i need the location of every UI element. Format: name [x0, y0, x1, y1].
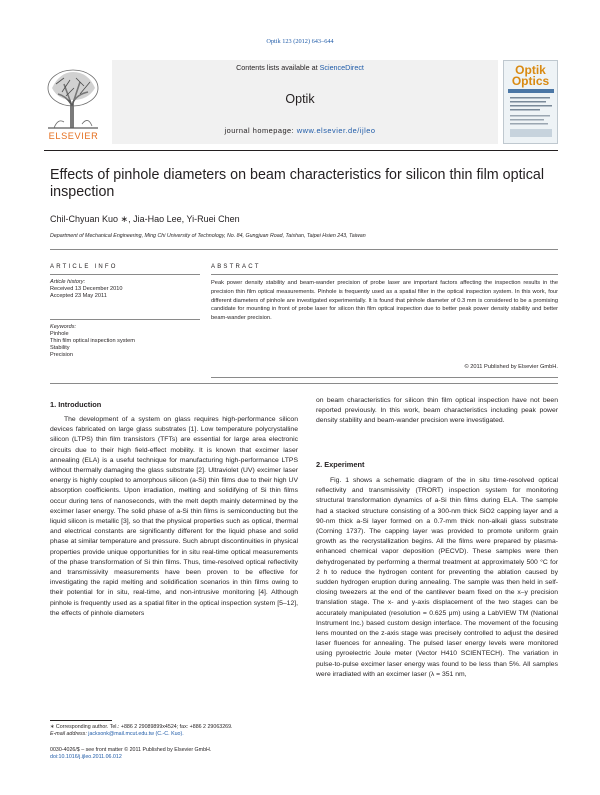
article-info-rule: [50, 274, 200, 275]
journal-cover-thumbnail: [503, 60, 558, 144]
corresponding-author-footnote: [50, 724, 298, 739]
author-email-link[interactable]: jacksonk@mail.mcut.edu.tw (C.-C. Kuo).: [88, 731, 184, 738]
sciencedirect-link[interactable]: ScienceDirect: [319, 63, 364, 72]
abstract-heading: ABSTRACT: [211, 264, 261, 270]
keyword-item: Stability: [50, 345, 70, 352]
footnote-rule: [50, 720, 112, 721]
experiment-paragraph: Fig. 1 shows a schematic diagram of the in situ time-resolved optical reflectivity and transmissivity (TRORT) inspection system for monitoring structural transformation dynamics of a-Si thin films during ELA. The sample had a stacked structure consisting of a 300-nm thick SiO2 capping layer and a 90-nm thick a-Si layer formed on a 0.7-mm thick non-alkali glass substrate (Corning 1737). The capping layer was provided to promote uniform grain growth as the recrystallization begins. All the films were prepared by plasma-enhanced chemical vapor deposition (PECVD). These samples were then dehydrogenated by performing a thermal treatment at approximately 500 °C for 2 h to reduce the hydrogen content for preventing the ablation caused by sudden hydrogen eruption during annealing. The sample was then held in self-closing tweezers at the end of the cantilever beam fixed on the x–y precision translation stage. The x- and y-axis displacement of the two stages can be accurately manipulated (resolution = 0.625 μm) using a LabVIEW TM (National Instrument Inc.) based custom design interface. The movement of the focusing lens mounted on the z-axis stage was precisely controlled to adjust the desired laser fluences for annealing. The pulsed laser energy levels were monitored using pyroelectric Joule meter (Vector H410 SCIENTECH). The variation in pulse-to-pulse excimer laser energy was found to be less than 5%. All samples were irradiated with an excimer laser (λ = 351 nm,: [316, 477, 558, 678]
cover-title: [504, 65, 557, 87]
contents-prefix: Contents lists available at: [236, 63, 320, 72]
front-matter-rule: [50, 383, 558, 384]
issn-doi-block: [50, 747, 298, 762]
journal-name: Optik: [285, 92, 315, 106]
homepage-prefix: journal homepage:: [224, 126, 297, 135]
cover-title-line2: Optics: [511, 74, 550, 88]
history-label: Article history:: [50, 279, 86, 285]
author-list: Chil-Chyuan Kuo ∗, Jia-Hao Lee, Yi-Ruei Chen: [50, 214, 240, 224]
introduction-paragraph: The development of a system on glass requires high-performance silicon devices fabricated on large glass substrates [1]. Low temperature polycrystalline silicon (LTPS) thin film transistors (TFTs) are essential for large area electronic circuits due to their high field-effect mobility. It is known that excimer laser annealing (ELA) is a useful technique for manufacturing high-performance LTPS without thermally damaging the glass substrate [2]. Ultraviolet (UV) excimer laser energy is highly coupled to amorphous silicon (a-Si) thin films due to their high UV absorption coefficients. Upon irradiation, melting and solidifying of Si thin films occur during tens of nanoseconds, with the melt depth mainly determined by the excimer laser energy. The solid phase of a-Si thin films is semiconducting but the liquid silicon is metallic [3], so that the physical properties such as optical, thermal and electrical constants are significantly different for the liquid phase and solid phase at similar temperature and pressure. Such abrupt discontinuities in physical properties provide unique opportunities for in situ real-time optical measurements of the phase transformation of Si thin films. Thus, time-resolved optical reflectivity and transmissivity measurements have been proven to be effective for investigating the rapid melting and solidification scenarios in thin films owing to their potential for in situ, real-time, and non-intrusive monitoring [4]. Although pinhole is frequently used as a spatial filter in the optical inspection system [5–12], the effects of pinhole diameters: [50, 416, 298, 617]
cover-title-line1: Optik: [515, 63, 546, 77]
keywords-label: Keywords:: [50, 324, 77, 330]
abstract-text: Peak power density stability and beam-wander precision of probe laser are important factors affecting the inspection results in the precision thin film optical measurements. Pinhole is frequently used as a spatial filter in the optical inspection system. In this work, four different diameters of pinhole are investigated experimentally. It is found that pinhole diameter of 0.3 mm is considered to be a promising candidate for mounting in front of probe laser for silicon thin film optical inspection due to better peak power density stability and better beam-wander precision.: [211, 280, 558, 322]
keyword-item: Precision: [50, 352, 74, 359]
experiment-heading: 2. Experiment: [316, 460, 365, 469]
article-info-heading: ARTICLE INFO: [50, 264, 118, 270]
publisher-wordmark: ELSEVIER: [48, 131, 99, 141]
keywords-rule: [50, 319, 200, 320]
corresponding-author-contact: ∗ Corresponding author. Tel.: +886 2 29089899x4524; fax: +886 2 29063269.: [50, 724, 233, 730]
cover-content-lines-icon: [508, 89, 554, 141]
homepage-link[interactable]: www.elsevier.de/ijleo: [296, 126, 376, 135]
received-date: Received 13 December 2010: [50, 286, 123, 293]
article-history: [50, 279, 200, 300]
abstract-rule: [211, 274, 558, 275]
keywords-block: [50, 324, 200, 359]
accepted-date: Accepted 23 May 2011: [50, 293, 107, 300]
paper-title: Effects of pinhole diameters on beam characteristics for silicon thin film optical inspection: [50, 167, 544, 200]
keyword-item: Thin film optical inspection system: [50, 338, 135, 345]
affiliation-rule: [50, 249, 558, 250]
email-label: E-mail address:: [50, 731, 87, 738]
journal-citation[interactable]: Optik 123 (2012) 643–644: [266, 38, 334, 45]
issn-line: 0030-4026/$ – see front matter © 2011 Published by Elsevier GmbH.: [50, 747, 212, 753]
introduction-heading: 1. Introduction: [50, 400, 102, 409]
abstract-end-rule: [211, 377, 558, 378]
abstract-copyright: © 2011 Published by Elsevier GmbH.: [464, 364, 558, 370]
doi-link[interactable]: doi:10.1016/j.ijleo.2011.06.012: [50, 754, 122, 761]
header-rule: [44, 150, 558, 151]
introduction-continuation: on beam characteristics for silicon thin film optical inspection have not been reported previously. In this work, beam characteristics including peak power density stability and beam-wander precision were investigated.: [316, 397, 558, 425]
author-affiliation: Department of Mechanical Engineering, Ming Chi University of Technology, No. 84, Gungjuan Road, Taishan, Taipei Hsien 243, Taiwan: [50, 233, 366, 239]
keyword-item: Pinhole: [50, 331, 69, 338]
